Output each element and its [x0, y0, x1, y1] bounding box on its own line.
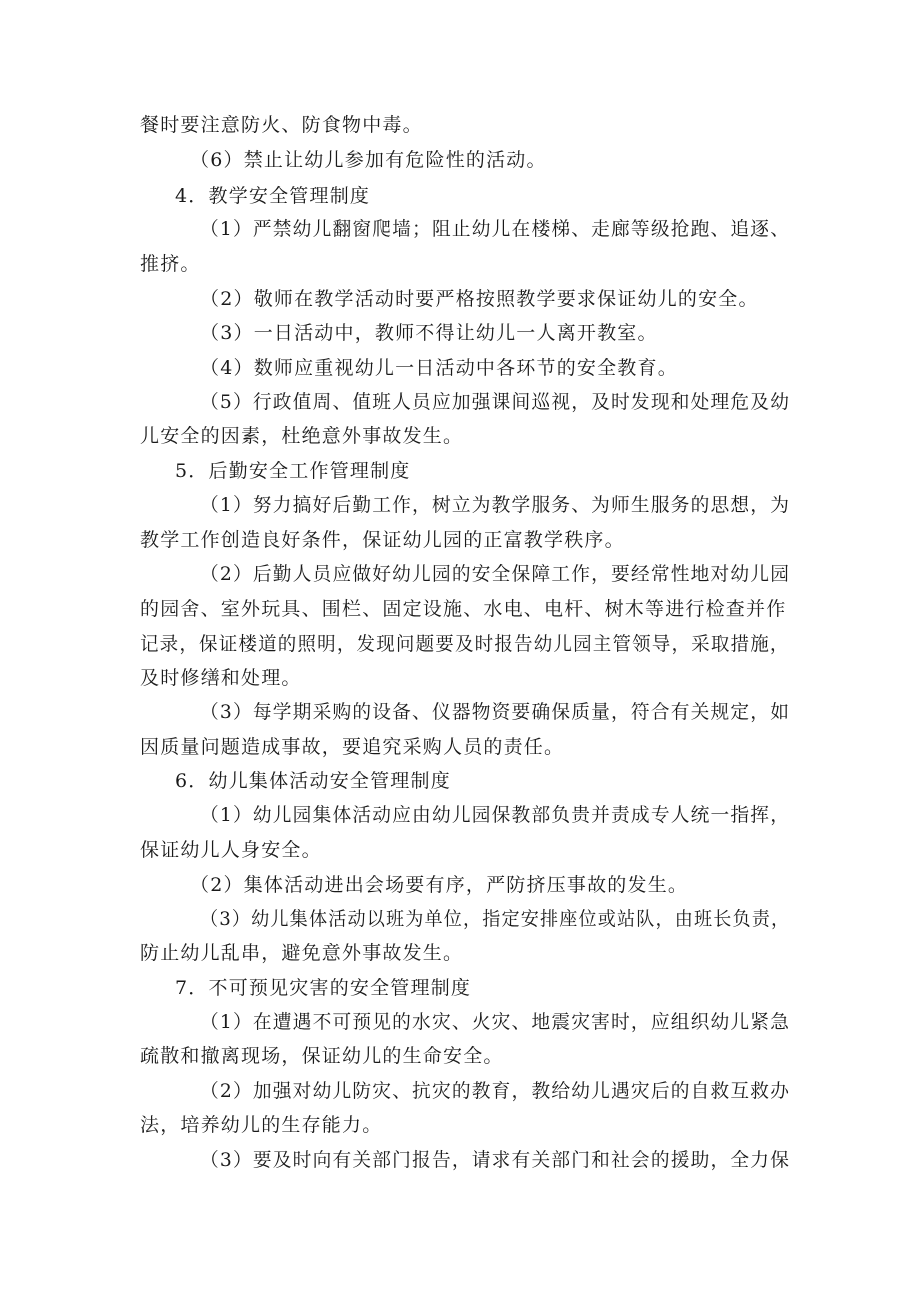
paragraph-line: 及时修缮和处理。 — [140, 667, 302, 689]
list-item: （2）敬师在教学活动时要严格按照教学要求保证幼儿的安全。 — [200, 288, 759, 310]
paragraph-line: 疏散和撤离现场，保证幼儿的生命安全。 — [140, 1045, 504, 1067]
paragraph-line: 保证幼儿人身安全。 — [140, 839, 322, 861]
list-item: （2）集体活动进出会场要有序，严防挤压事故的发生。 — [190, 874, 689, 896]
list-item: （1）在遭遇不可预见的水灾、火灾、地震灾害时，应组织幼儿紧急 — [200, 1011, 791, 1033]
list-item: （1）努力搞好后勤工作，树立为教学服务、为师生服务的思想，为 — [200, 494, 791, 516]
paragraph-line: 因质量问题造成事故，要追究采购人员的责任。 — [140, 736, 565, 758]
paragraph-line: 教学工作创造良好条件，保证幼儿园的正富教学秩序。 — [140, 529, 625, 551]
paragraph-line: 餐时要注意防火、防食物中毒。 — [140, 114, 423, 136]
paragraph-line: 记录，保证楼道的照明，发现问题要及时报告幼儿园主管领导，采取措施， — [140, 633, 790, 655]
list-item: （3）幼儿集体活动以班为单位，指定安排座位或站队，由班长负责， — [200, 908, 791, 930]
list-item: （3）每学期采购的设备、仪器物资要确保质量，符合有关规定，如 — [200, 701, 791, 723]
section-heading: 4．教学安全管理制度 — [175, 185, 371, 207]
list-item: （3）要及时向有关部门报告，请求有关部门和社会的援助，全力保 — [200, 1149, 791, 1171]
paragraph-line: 法，培养幼儿的生存能力。 — [140, 1114, 383, 1136]
list-item: （1）幼儿园集体活动应由幼儿园保教部负贵并责成专人统一指挥， — [200, 804, 791, 826]
list-item: （1）严禁幼儿翻窗爬墙；阻止幼儿在楼梯、走廊等级抢跑、追逐、 — [200, 218, 791, 240]
list-item: （4）数师应重视幼儿一日活动中各环节的安全教育。 — [200, 357, 678, 379]
paragraph-line: 儿安全的因素，杜绝意外事故发生。 — [140, 425, 464, 447]
paragraph-line: 推挤。 — [140, 253, 201, 275]
paragraph-line: 防止幼儿乱串，避免意外事故发生。 — [140, 942, 464, 964]
list-item: （6）禁止让幼儿参加有危险性的活动。 — [190, 149, 547, 171]
section-heading: 5．后勤安全工作管理制度 — [175, 460, 411, 482]
list-item: （5）行政值周、值班人员应加强课间巡视，及时发现和处理危及幼 — [200, 391, 791, 413]
list-item: （2）后勤人员应做好幼儿园的安全保障工作，要经常性地对幼儿园 — [200, 563, 791, 585]
list-item: （3）一日活动中，教师不得让幼儿一人离开教室。 — [200, 322, 658, 344]
section-heading: 7．不可预见灾害的安全管理制度 — [175, 977, 472, 999]
list-item: （2）加强对幼儿防灾、抗灾的教育，教给幼儿遇灾后的自救互救办 — [200, 1080, 791, 1102]
paragraph-line: 的园舍、室外玩具、围栏、固定设施、水电、电杆、树木等进行检查并作 — [140, 598, 787, 620]
section-heading: 6．幼儿集体活动安全管理制度 — [175, 770, 451, 792]
